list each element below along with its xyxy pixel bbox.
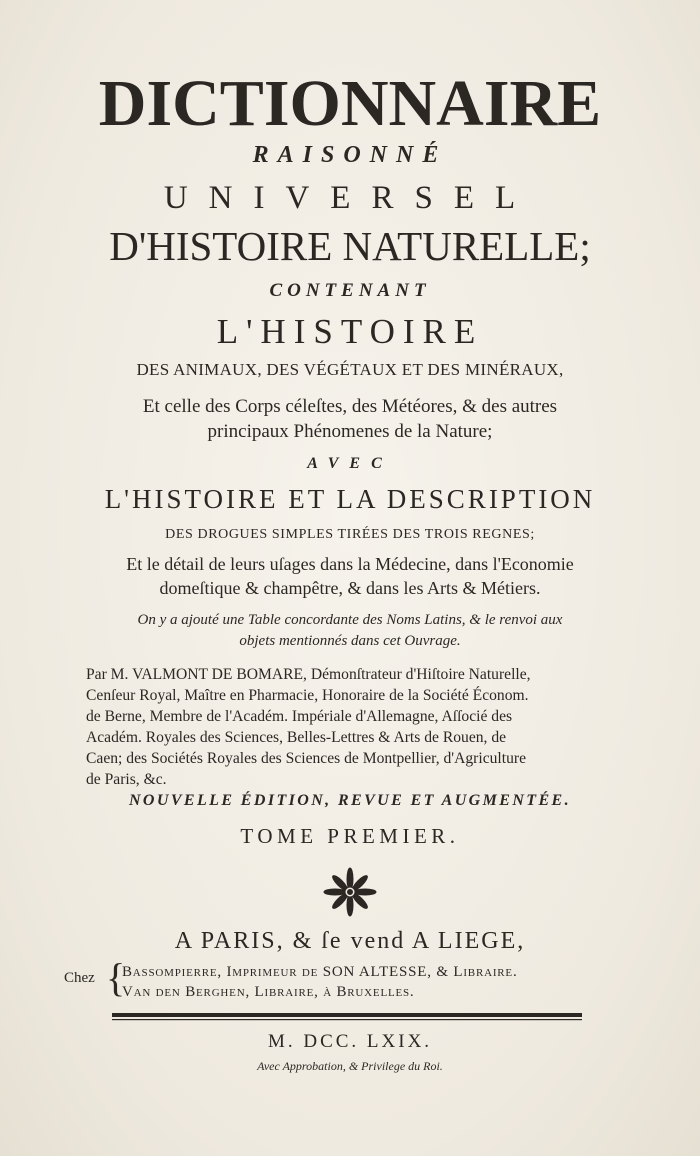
chez-label: Chez: [64, 970, 95, 986]
author-paragraph: [86, 664, 646, 790]
edition-line: NOUVELLE ÉDITION, REVUE ET AUGMENTÉE.: [128, 792, 572, 809]
publisher-line-1: Bassompierre, Imprimeur de SON ALTESSE, & Libraire.: [122, 964, 518, 980]
ajoute-line-2: objets mentionnés dans cet Ouvrage.: [239, 633, 461, 649]
detail-line-2: domeſtique & champêtre, & dans les Arts & Métiers.: [159, 578, 541, 598]
subtitle-histoire-naturelle: D'HISTOIRE NATURELLE;: [109, 223, 591, 269]
contenant-label: CONTENANT: [269, 280, 431, 301]
approbation-line: Avec Approbation, & Privilege du Roi.: [257, 1059, 443, 1073]
corps-line-2: principaux Phénomenes de la Nature;: [207, 421, 493, 442]
avec-label: AVEC: [307, 455, 393, 472]
detail-line-1: Et le détail de leurs uſages dans la Médecine, dans l'Economie: [126, 554, 574, 574]
lhistoire-heading: L'HISTOIRE: [216, 312, 484, 351]
author-line: Académ. Royales des Sciences, Belles-Lettres & Arts de Rouen, de: [86, 729, 507, 746]
tome-line: TOME PREMIER.: [240, 824, 460, 848]
book-title: DICTIONNAIRE: [98, 67, 602, 140]
ajoute-line-1: On y a ajouté une Table concordante des Noms Latins, & le renvoi aux: [137, 612, 563, 628]
brace-icon: {: [106, 955, 126, 1000]
fleuron-ornament-icon: [322, 866, 378, 918]
author-line: Par M. VALMONT DE BOMARE, Démonſtrateur d'Hiſtoire Naturelle,: [86, 666, 531, 683]
animaux-line: DES ANIMAUX, DES VÉGÉTAUX ET DES MINÉRAUX,: [136, 360, 564, 379]
place-line: A PARIS, & ſe vend A LIEGE,: [174, 928, 526, 954]
publisher-block: [122, 962, 518, 1002]
publisher-line-2: Van den Berghen, Libraire, à Bruxelles.: [122, 984, 415, 1000]
author-line: Cenſeur Royal, Maître en Pharmacie, Honoraire de la Société Économ.: [86, 687, 529, 704]
author-line: Caen; des Sociétés Royales des Sciences de Montpellier, d'Agriculture: [86, 750, 526, 767]
publication-date: M. DCC. LXIX.: [267, 1031, 433, 1052]
description-heading: L'HISTOIRE ET LA DESCRIPTION: [104, 484, 596, 514]
corps-line-1: Et celle des Corps céleſtes, des Météores, & des autres: [142, 396, 558, 417]
author-line: de Berne, Membre de l'Académ. Impériale d'Allemagne, Aſſocié des: [86, 708, 513, 725]
subtitle-raisonne: RAISONNÉ: [252, 142, 448, 168]
double-rule-divider: [112, 1013, 582, 1021]
subtitle-universel: UNIVERSEL: [163, 180, 537, 216]
author-line: de Paris, &c.: [86, 771, 167, 788]
drogues-line: DES DROGUES SIMPLES TIRÉES DES TROIS REGNES;: [165, 527, 535, 542]
